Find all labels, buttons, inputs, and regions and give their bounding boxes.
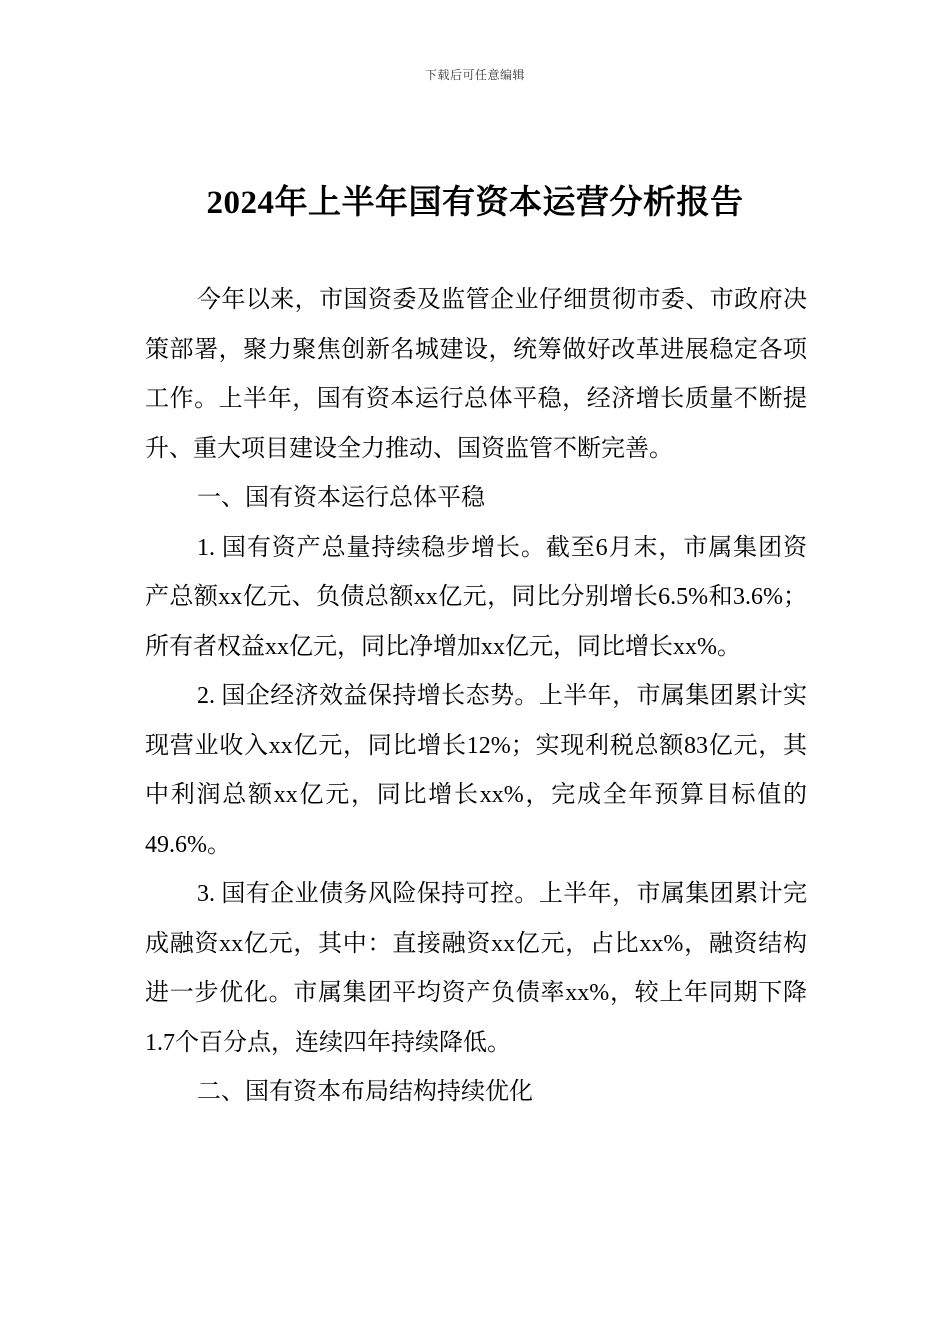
document-body bbox=[145, 276, 807, 1118]
document-title: 2024年上半年国有资本运营分析报告 bbox=[206, 185, 744, 221]
paragraph-item-3: 3. 国有企业债务风险保持可控。上半年，市属集团累计完成融资xx亿元，其中：直接融资xx亿元，占比xx%，融资结构进一步优化。市属集团平均资产负债率xx%，较上年同期下降1.7个百分点，连续四年持续降低。 bbox=[145, 881, 807, 1056]
paragraph-item-2: 2. 国企经济效益保持增长态势。上半年，市属集团累计实现营业收入xx亿元，同比增长12%；实现利税总额83亿元，其中利润总额xx亿元，同比增长xx%，完成全年预算目标值的49.6%。 bbox=[145, 683, 807, 858]
page-header-note: 下载后可任意编辑 bbox=[424, 68, 525, 82]
section-heading-1: 一、国有资本运行总体平稳 bbox=[197, 485, 485, 511]
section-heading-2: 二、国有资本布局结构持续优化 bbox=[197, 1079, 533, 1105]
paragraph-item-1: 1. 国有资产总量持续稳步增长。截至6月末，市属集团资产总额xx亿元、负债总额xx亿元，同比分别增长6.5%和3.6%；所有者权益xx亿元，同比净增加xx亿元，同比增长xx%。 bbox=[145, 534, 807, 660]
intro-paragraph: 今年以来，市国资委及监管企业仔细贯彻市委、市政府决策部署，聚力聚焦创新名城建设，统筹做好改革进展稳定各项工作。上半年，国有资本运行总体平稳，经济增长质量不断提升、重大项目建设全力推动、国资监管不断完善。 bbox=[145, 287, 807, 462]
